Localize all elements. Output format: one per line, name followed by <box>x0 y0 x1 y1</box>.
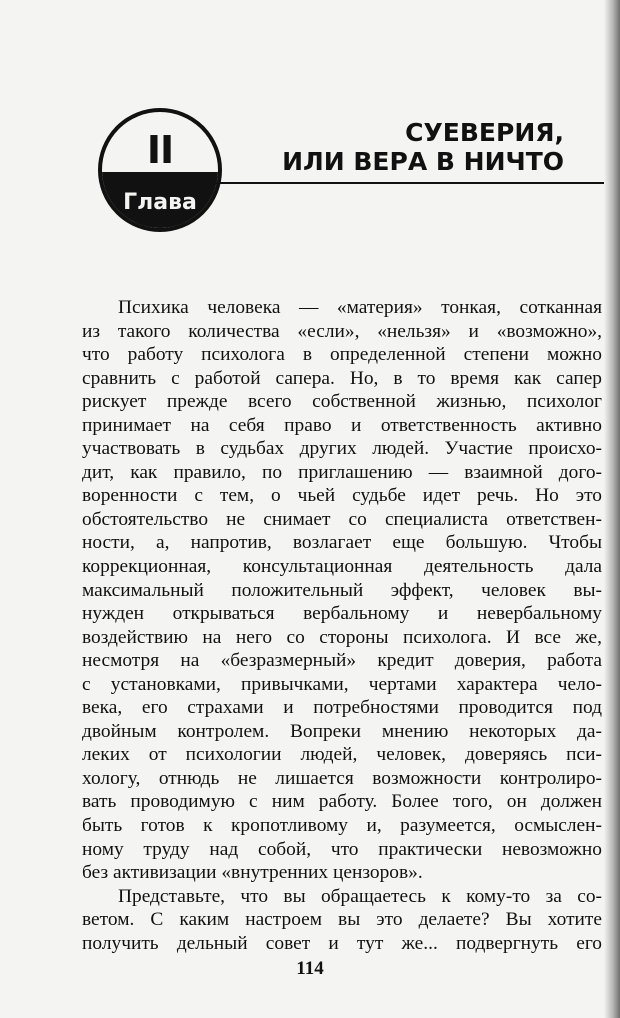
text-line: Представьте, что вы обращаетесь к кому-то за со- <box>118 885 602 907</box>
body-text <box>82 296 602 955</box>
text-line: ности, а, напротив, возлагает еще большую. Чтобы <box>82 532 602 554</box>
chapter-title-line-1: СУЕВЕРИЯ, <box>405 118 564 147</box>
text-line: воренности с тем, о чьей судьбе идет речь. Но это <box>82 485 602 507</box>
text-line: получить дельный совет и тут же... подвергнуть его <box>82 932 602 954</box>
text-line: коррекционная, консультационная деятельность дала <box>82 556 602 578</box>
text-line: быть готов к кропотливому и, разумеется, осмыслен- <box>82 815 602 837</box>
page-number: 114 <box>296 958 324 979</box>
text-line: двойным контролем. Вопреки мнению некоторых да- <box>82 720 602 742</box>
title-rule <box>212 182 604 184</box>
text-line: сравнить с работой сапера. Но, в то время как сапер <box>82 367 602 389</box>
text-line: из такого количества «если», «нельзя» и «возможно», <box>82 320 602 342</box>
text-line: ному труду над собой, что практически невозможно <box>82 838 602 860</box>
text-line: века, его страхами и потребностями проводится под <box>82 697 602 719</box>
text-line: что работу психолога в определенной степени можно <box>82 344 602 366</box>
text-line: леких от психологии людей, человек, доверяясь пси- <box>82 744 602 766</box>
text-line: Психика человека — «материя» тонкая, сотканная <box>118 297 602 318</box>
text-line: ветом. С каким настроем вы это делаете? Вы хотите <box>82 909 602 931</box>
chapter-number: II <box>146 128 174 172</box>
text-line: воздействию на него со стороны психолога. И все же, <box>82 626 602 648</box>
text-line: хологу, отнюдь не лишается возможности контролиро- <box>82 767 602 789</box>
text-line: несмотря на «безразмерный» кредит доверия, работа <box>82 650 602 672</box>
chapter-title-line-2: ИЛИ ВЕРА В НИЧТО <box>282 147 564 176</box>
chapter-title <box>282 118 564 176</box>
text-line: участвовать в судьбах других людей. Участие происхо- <box>82 438 602 460</box>
chapter-badge <box>98 108 222 232</box>
text-line: максимальный положительный эффект, человек вы- <box>82 579 602 601</box>
text-line: обстоятельство не снимает со специалиста ответствен- <box>82 508 602 530</box>
text-line: рискует прежде всего собственной жизнью, психолог <box>82 391 602 413</box>
text-line: дит, как правило, по приглашению — взаимной дого- <box>82 461 602 483</box>
text-line: вать проводимую с ним работу. Более того, он должен <box>82 791 602 813</box>
text-line: без активизации «внутренних цензоров». <box>82 862 423 884</box>
text-line: принимает на себя право и ответственность активно <box>82 414 602 436</box>
text-line: с установками, привычками, чертами характера чело- <box>82 673 602 695</box>
scan-edge-shadow <box>604 0 620 1018</box>
text-line: нужден открываться вербальному и невербальному <box>82 603 602 625</box>
chapter-label: Глава <box>123 190 197 215</box>
